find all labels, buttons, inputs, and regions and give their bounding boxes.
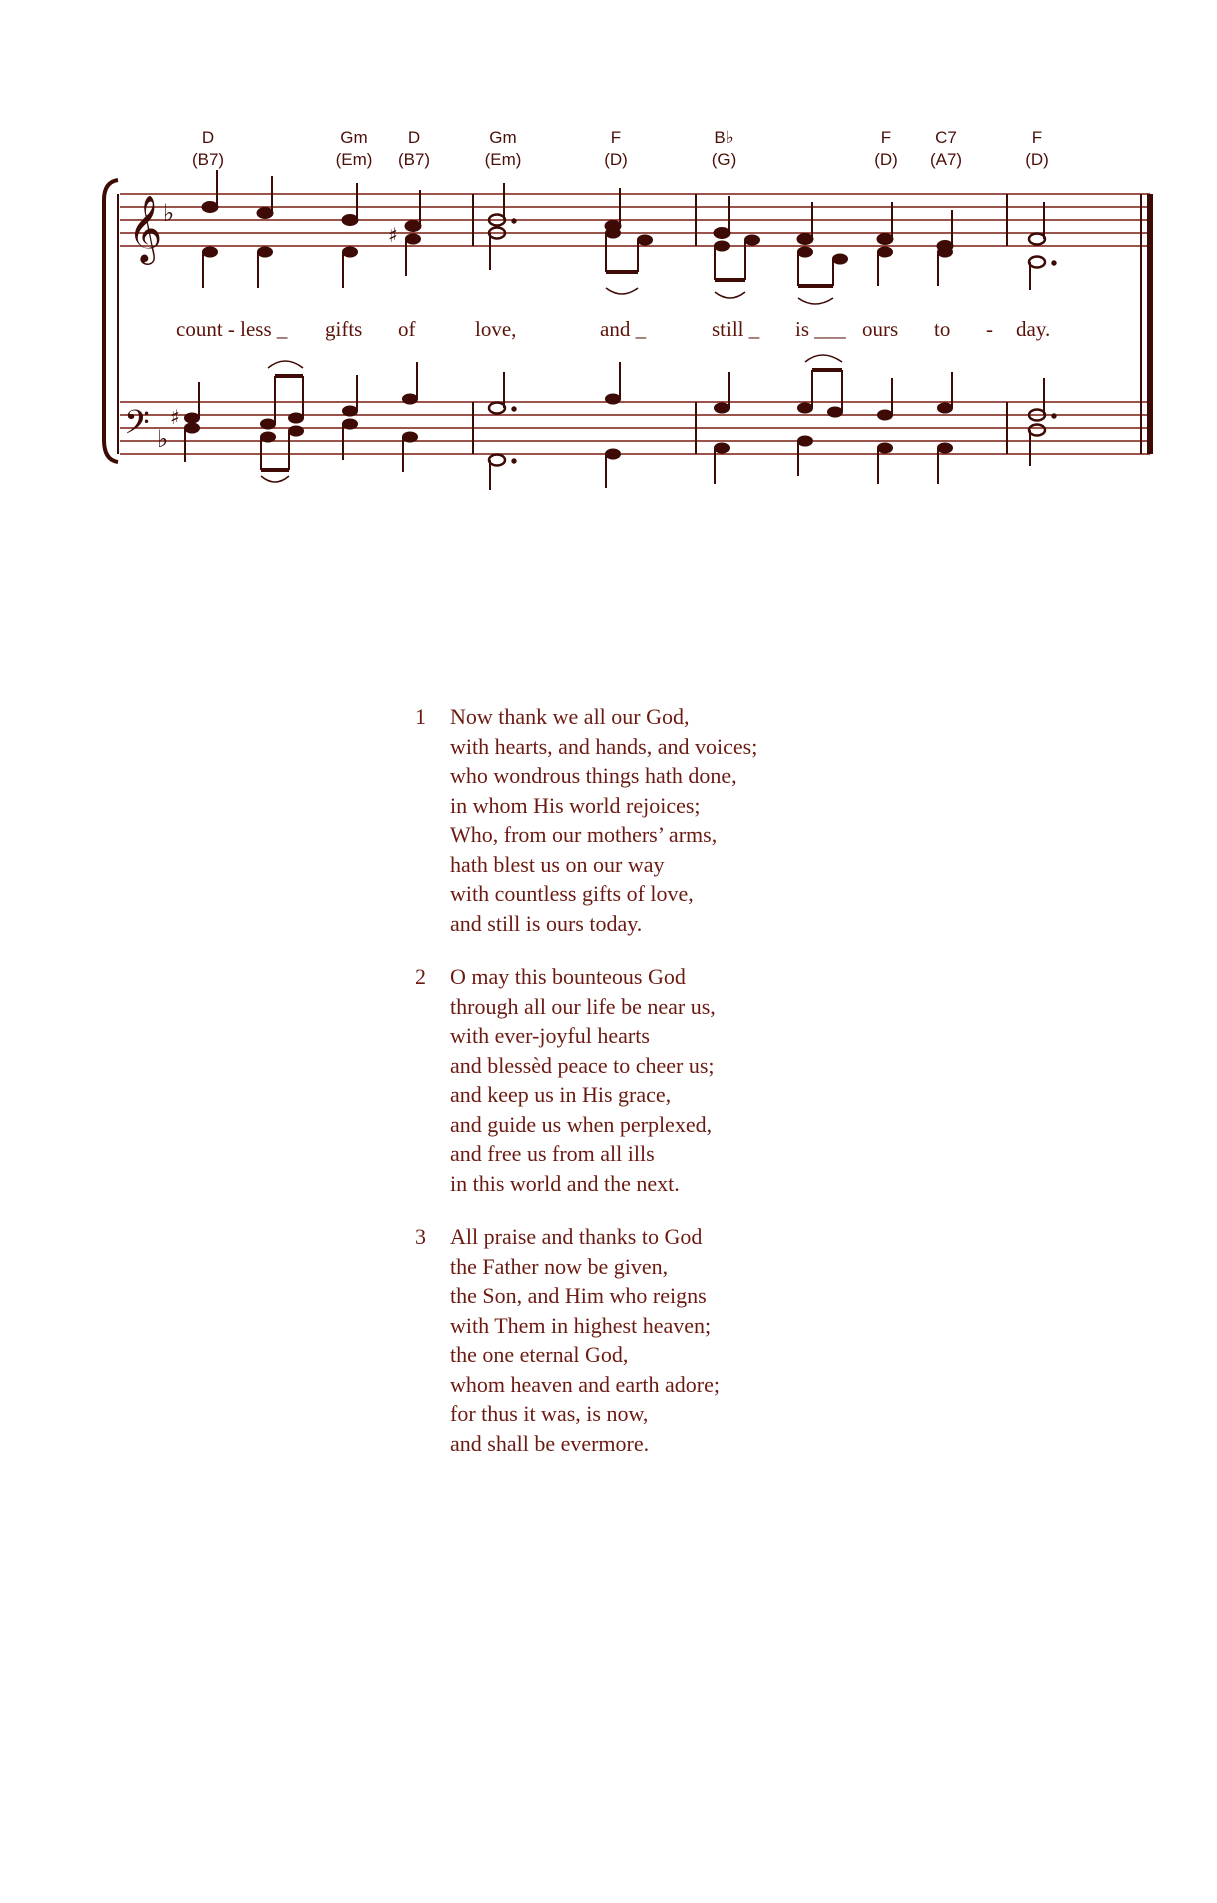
verse-number: 2 xyxy=(415,964,426,989)
verse xyxy=(415,962,975,1198)
lyric-syllable: and _ xyxy=(600,317,647,341)
verse-line: and still is ours today. xyxy=(450,910,643,936)
chord-symbols xyxy=(192,128,1049,169)
verse-line: in this world and the next. xyxy=(450,1170,680,1196)
verse-line: and free us from all ills xyxy=(450,1141,655,1166)
chord-alt: (D) xyxy=(604,150,628,169)
chord-alt: (D) xyxy=(874,150,898,169)
flat-key-signature-icon: ♭ xyxy=(163,199,175,227)
soprano-notes xyxy=(202,170,1045,252)
music-score xyxy=(0,0,1217,500)
chord-name: F xyxy=(880,128,892,147)
chord-name: D xyxy=(407,128,421,147)
alto-notes xyxy=(203,223,1057,304)
treble-staff xyxy=(120,194,1150,246)
verse-line: and keep us in His grace, xyxy=(450,1082,672,1107)
verse-line: and blessèd peace to cheer us; xyxy=(450,1052,715,1078)
lyric-syllable: count - less _ xyxy=(176,317,288,341)
verse-line: with ever-joyful hearts xyxy=(450,1023,650,1048)
lyric-syllable: is ___ xyxy=(795,317,846,341)
verse-line: in whom His world rejoices; xyxy=(450,792,701,818)
verse-line: through all our life be near us, xyxy=(450,993,716,1019)
verse-text xyxy=(450,702,757,938)
lyric-syllable: love, xyxy=(475,317,517,341)
chord-name: F xyxy=(1031,128,1043,147)
lyric-syllable: of xyxy=(398,317,416,341)
verse-text xyxy=(450,962,716,1198)
verse-line: and shall be evermore. xyxy=(450,1430,650,1456)
verse-line: O may this bounteous God xyxy=(450,964,686,989)
chord-name: F xyxy=(610,128,622,147)
verse-line: All praise and thanks to God xyxy=(450,1224,703,1249)
verse-line: for thus it was, is now, xyxy=(450,1401,649,1426)
verse-line: the one eternal God, xyxy=(450,1342,629,1367)
lyric-syllable: to xyxy=(934,317,951,341)
verse xyxy=(415,1222,975,1458)
verse-line: who wondrous things hath done, xyxy=(450,763,737,788)
verse-line: Now thank we all our God, xyxy=(450,704,690,729)
chord-alt: (D) xyxy=(1025,150,1049,169)
lyric-syllable: still _ xyxy=(712,317,760,341)
verse-text xyxy=(450,1222,720,1458)
verse-line: with hearts, and hands, and voices; xyxy=(450,733,758,759)
chord-name: D xyxy=(201,128,215,147)
chord-alt: (Em) xyxy=(335,150,373,169)
chord-alt: (Em) xyxy=(484,150,522,169)
lyric-syllable: - xyxy=(986,317,993,341)
verse-line: hath blest us on our way xyxy=(450,851,665,877)
svg-text:♯: ♯ xyxy=(170,405,180,429)
chord-alt: (B7) xyxy=(191,150,225,169)
lyric-syllable: day. xyxy=(1016,317,1051,341)
verse-line: the Father now be given, xyxy=(450,1253,669,1279)
chord-name: Gm xyxy=(340,128,368,147)
verse-line: Who, from our mothers’ arms, xyxy=(450,822,718,847)
verse-line: whom heaven and earth adore; xyxy=(450,1371,720,1397)
verse-line: with countless gifts of love, xyxy=(450,881,694,906)
verse-number: 1 xyxy=(415,704,426,729)
chord-alt: (A7) xyxy=(929,150,963,169)
hymn-verses xyxy=(415,702,975,1482)
treble-clef-icon: 𝄞 xyxy=(128,194,163,262)
verse-number: 3 xyxy=(415,1224,426,1249)
chord-alt: (B7) xyxy=(397,150,431,169)
bass-clef-icon: 𝄢 xyxy=(124,404,150,450)
chord-name: Gm xyxy=(489,128,517,147)
tenor-notes xyxy=(170,355,1056,429)
chord-name: C7 xyxy=(935,128,957,147)
verse-line: and guide us when perplexed, xyxy=(450,1111,713,1137)
chord-alt: (G) xyxy=(711,150,737,169)
lyrics xyxy=(176,317,1050,341)
flat-key-signature-icon: ♭ xyxy=(157,425,169,453)
verse-line: with Them in highest heaven; xyxy=(450,1312,712,1338)
lyric-syllable: gifts xyxy=(325,317,363,341)
chord-name: B♭ xyxy=(714,128,734,147)
verse-line: the Son, and Him who reigns xyxy=(450,1283,707,1308)
system-brace xyxy=(104,180,118,462)
svg-text:♯: ♯ xyxy=(388,223,398,247)
verse xyxy=(415,702,975,938)
lyric-syllable: ours xyxy=(862,317,899,341)
